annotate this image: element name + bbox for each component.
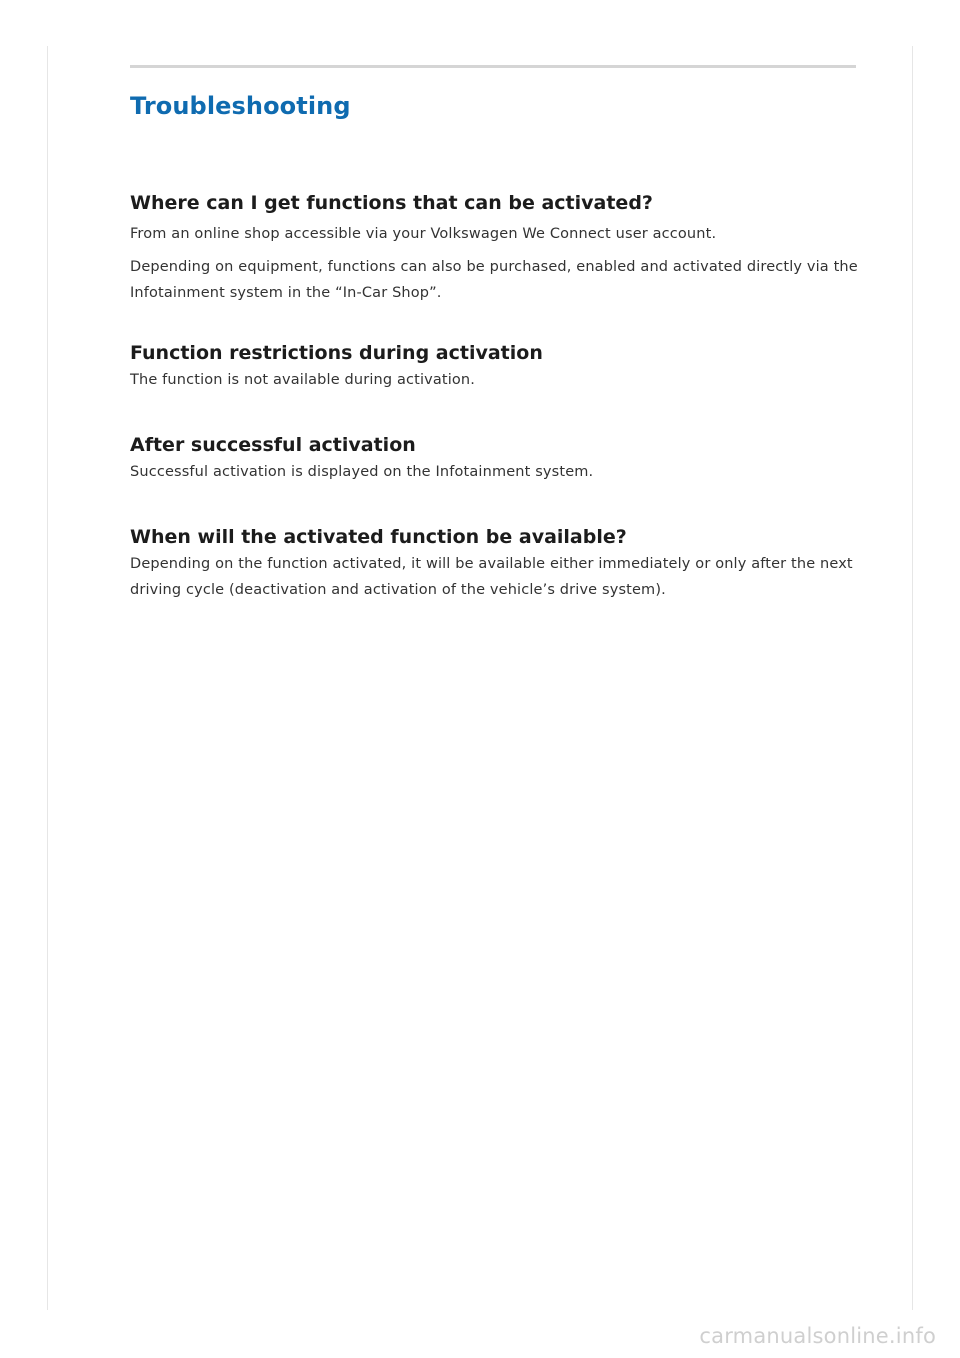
section-when-available	[130, 523, 860, 603]
right-margin-line	[912, 46, 913, 1310]
section-after-activation	[130, 431, 860, 485]
section-paragraph: Depending on the function activated, it will be available either immediately or only after the next driving cycle (deactivation and activation of the vehicle’s drive system).	[130, 556, 853, 598]
watermark: carmanualsonline.info	[699, 1324, 936, 1348]
section-where-to-get-functions	[130, 189, 860, 306]
section-heading: Function restrictions during activation	[130, 342, 543, 364]
section-paragraph: Depending on equipment, functions can also be purchased, enabled and activated directly via the Infotainment system in the “In-Car Shop”.	[130, 259, 858, 301]
section-paragraph: Successful activation is displayed on the Infotainment system.	[130, 464, 594, 480]
section-heading: After successful activation	[130, 434, 416, 456]
top-divider	[130, 65, 856, 68]
page-content	[130, 86, 860, 603]
section-heading: When will the activated function be available?	[130, 526, 627, 548]
section-heading: Where can I get functions that can be activated?	[130, 192, 653, 214]
section-paragraph: From an online shop accessible via your Volkswagen We Connect user account.	[130, 226, 717, 242]
section-function-restrictions	[130, 339, 860, 393]
left-margin-line	[47, 46, 48, 1310]
section-paragraph: The function is not available during activation.	[130, 372, 476, 388]
page-title: Troubleshooting	[130, 92, 351, 120]
